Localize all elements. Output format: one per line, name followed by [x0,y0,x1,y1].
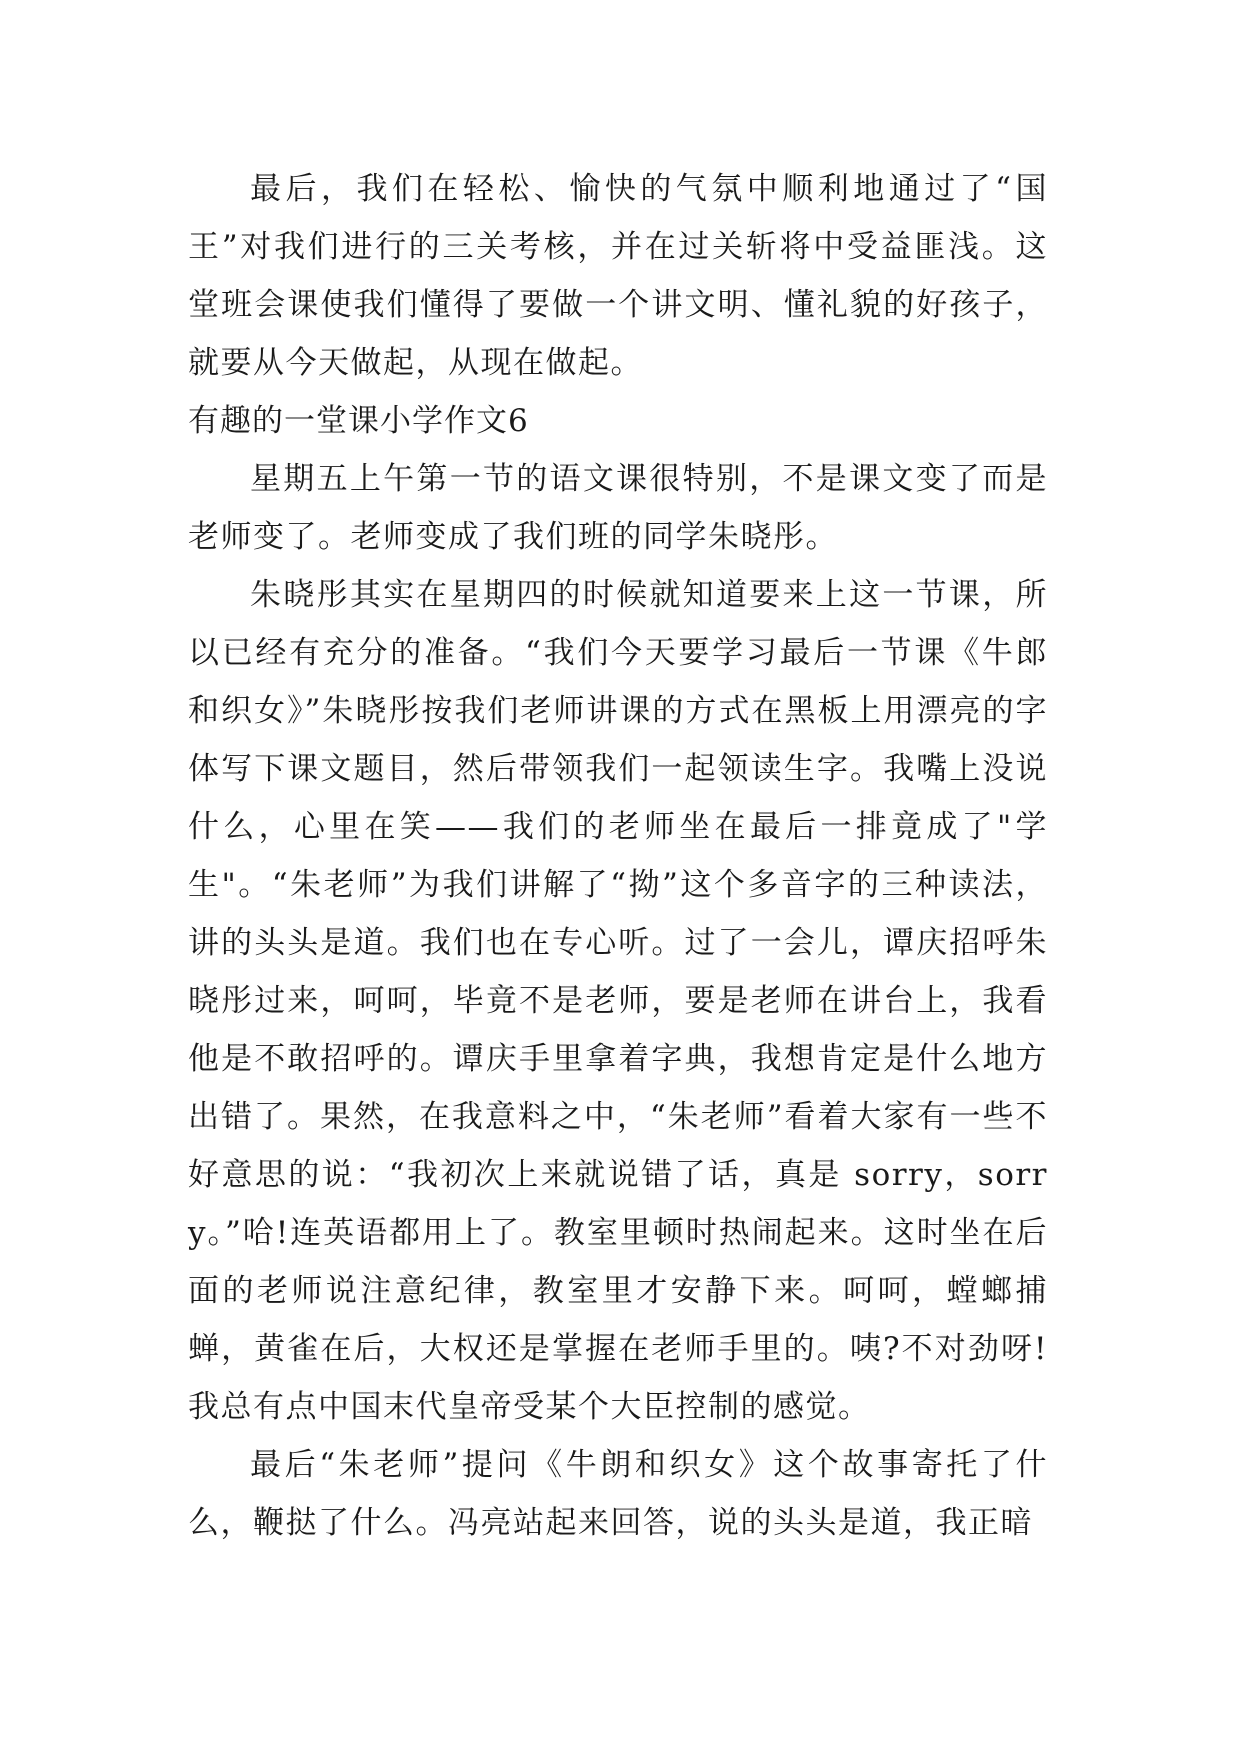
essay-heading: 有趣的一堂课小学作文6 [188,403,529,439]
paragraph-intro: 星期五上午第一节的语文课很特别，不是课文变了而是老师变了。老师变成了我们班的同学朱晓彤。 [188,461,1048,555]
paragraph-conclusion: 最后，我们在轻松、愉快的气氛中顺利地通过了“国王”对我们进行的三关考核，并在过关斩将中受益匪浅。这堂班会课使我们懂得了要做一个讲文明、懂礼貌的好孩子，就要从今天做起，从现在做起。 [188,171,1048,381]
paragraph-ending: 最后“朱老师”提问《牛朗和织女》这个故事寄托了什么，鞭挞了什么。冯亮站起来回答，说的头头是道，我正暗 [188,1447,1048,1541]
paragraph-body: 朱晓彤其实在星期四的时候就知道要来上这一节课，所以已经有充分的准备。“我们今天要学习最后一节课《牛郎和织女》”朱晓彤按我们老师讲课的方式在黑板上用漂亮的字体写下课文题目，然后带领我们一起领读生字。我嘴上没说什么，心里在笑——我们的老师坐在最后一排竟成了"学生"。“朱老师”为我们讲解了“拗”这个多音字的三种读法，讲的头头是道。我们也在专心听。过了一会儿，谭庆招呼朱晓彤过来，呵呵，毕竟不是老师，要是老师在讲台上，我看他是不敢招呼的。谭庆手里拿着字典，我想肯定是什么地方出错了。果然，在我意料之中，“朱老师”看着大家有一些不好意思的说：“我初次上来就说错了话，真是 sorry，sorry。”哈!连英语都用上了。教室里顿时热闹起来。这时坐在后面的老师说注意纪律，教室里才安静下来。呵呵，螳螂捕蝉，黄雀在后，大权还是掌握在老师手里的。咦?不对劲呀!我总有点中国末代皇帝受某个大臣控制的感觉。 [188,577,1048,1425]
document-body [188,160,1048,1552]
